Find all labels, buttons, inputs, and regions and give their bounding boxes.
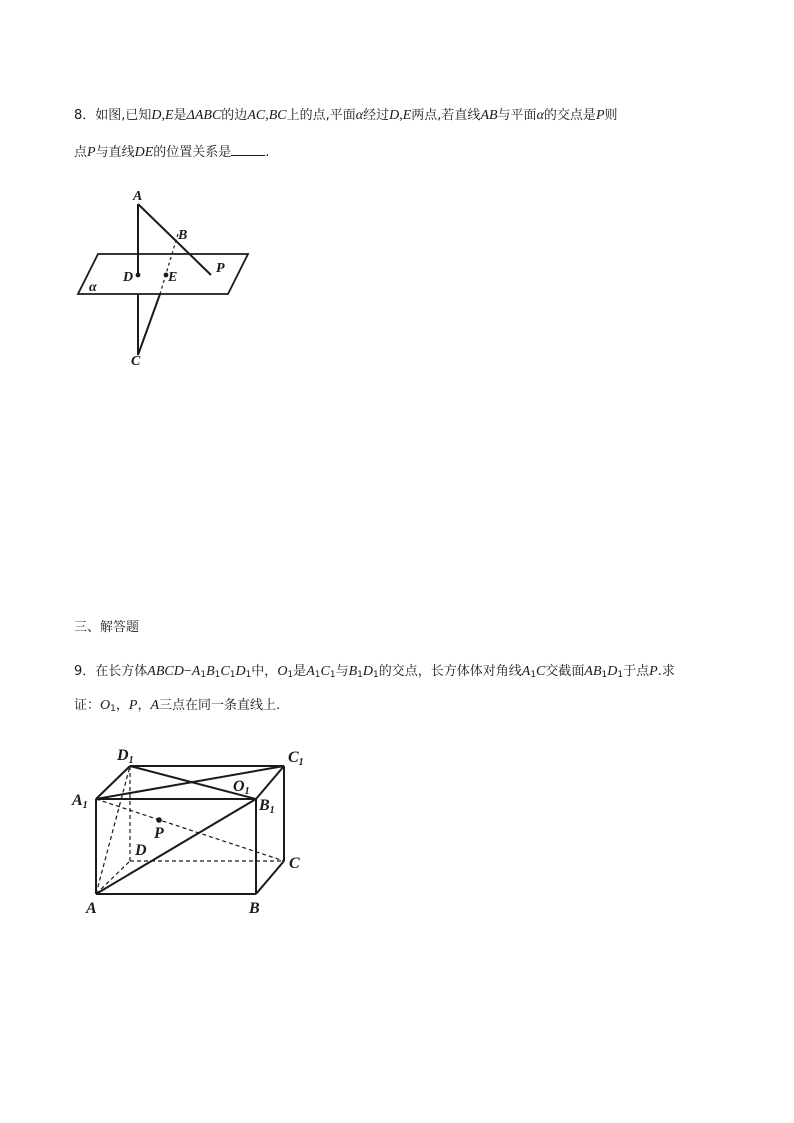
- q8-figure: [70, 185, 260, 375]
- subscript: 1: [357, 670, 363, 680]
- subscript: 1: [287, 670, 294, 680]
- math-O: O: [100, 698, 111, 713]
- q8-text: 两点,若直线: [411, 108, 481, 123]
- math-minus: −: [183, 664, 192, 679]
- q8-text: 的交点是: [543, 108, 596, 123]
- label-P: P: [154, 825, 164, 842]
- question-number: 9．: [74, 664, 96, 679]
- q9-text: 是: [293, 664, 307, 679]
- label-B: B: [249, 900, 260, 917]
- math-comma: ,: [161, 108, 166, 123]
- math-P: P: [128, 698, 138, 713]
- q8-line-2: [74, 143, 269, 163]
- q8-text: 与平面: [497, 108, 537, 123]
- subscript: 1: [617, 670, 624, 680]
- subscript: 1: [245, 670, 252, 680]
- math-O: O: [277, 664, 288, 679]
- segment-EC: [138, 294, 160, 355]
- math-AC: AC: [247, 108, 266, 123]
- math-alpha: α: [536, 108, 544, 123]
- q8-text: 经过: [363, 108, 390, 123]
- q9-line-2: [74, 696, 280, 719]
- math-triangle-ABC: ΔABC: [186, 108, 222, 123]
- segment-AP: [138, 204, 211, 275]
- hidden-line: [160, 234, 178, 294]
- math-D: D: [362, 664, 373, 679]
- q9-text: ，: [137, 698, 151, 713]
- math-AB: AB: [480, 108, 498, 123]
- math-E: E: [402, 108, 412, 123]
- math-B: B: [206, 664, 215, 679]
- edge-BC: [256, 861, 284, 894]
- q9-figure: [66, 738, 316, 920]
- subscript: 1: [530, 670, 537, 680]
- label-B: B: [178, 228, 188, 243]
- label-alpha: α: [89, 280, 97, 295]
- q8-text: .: [265, 145, 270, 160]
- q9-text: 的交点，长方体体对角线: [378, 664, 522, 679]
- subscript: 1: [214, 670, 221, 680]
- math-A: A: [191, 664, 201, 679]
- point-D: [136, 273, 141, 278]
- hidden-segment-AD1: [96, 766, 130, 894]
- math-DE: DE: [134, 145, 154, 160]
- q8-text: 如图,已知: [95, 108, 152, 123]
- label-E: E: [168, 270, 178, 285]
- q9-text: ，: [115, 698, 129, 713]
- point-P: [156, 817, 162, 823]
- q8-text: 点: [74, 145, 88, 160]
- subscript: 1: [200, 670, 207, 680]
- q8-text: 与直线: [95, 145, 135, 160]
- q9-text: 于点: [623, 664, 650, 679]
- math-C: C: [536, 664, 546, 679]
- q8-text: 是: [173, 108, 187, 123]
- math-AB: AB: [584, 664, 602, 679]
- q8-line-1: [74, 106, 618, 126]
- segment-AB1: [96, 799, 256, 894]
- math-A: A: [521, 664, 531, 679]
- math-ABCD: ABCD: [147, 664, 184, 679]
- subscript: 1: [373, 670, 379, 680]
- q9-text: 与: [335, 664, 349, 679]
- subscript: 1: [601, 670, 608, 680]
- label-D1: D1: [117, 747, 134, 766]
- math-P: P: [87, 145, 96, 160]
- q9-text: .求: [657, 664, 675, 679]
- math-D: D: [151, 108, 162, 123]
- math-A: A: [150, 698, 160, 713]
- label-O1: O1: [233, 778, 250, 797]
- q9-text: 在长方体: [95, 664, 148, 679]
- label-C: C: [289, 855, 300, 872]
- math-D: D: [607, 664, 618, 679]
- section-title: 三、解答题: [74, 620, 140, 635]
- question-number: 8．: [74, 108, 96, 123]
- label-D: D: [123, 270, 134, 285]
- label-A1: A1: [72, 792, 88, 811]
- label-C: C: [131, 354, 141, 369]
- math-C: C: [220, 664, 230, 679]
- math-E: E: [165, 108, 174, 123]
- math-BC: BC: [268, 108, 287, 123]
- q8-text: 的边: [221, 108, 248, 123]
- subscript: 1: [110, 704, 116, 714]
- math-B: B: [348, 664, 358, 679]
- q8-text: 的位置关系是: [153, 145, 232, 160]
- subscript: 1: [314, 670, 321, 680]
- math-P: P: [649, 664, 658, 679]
- label-P: P: [216, 261, 225, 276]
- math-D: D: [389, 108, 400, 123]
- q9-text: 交截面: [545, 664, 585, 679]
- q8-text: 则: [604, 108, 618, 123]
- q9-text: 三点在同一条直线上.: [159, 698, 281, 713]
- label-B1: B1: [259, 797, 275, 816]
- q9-text: 中，: [251, 664, 278, 679]
- math-D: D: [235, 664, 246, 679]
- math-alpha: α: [355, 108, 364, 123]
- label-A: A: [133, 189, 143, 204]
- q8-text: 上的点,平面: [286, 108, 356, 123]
- label-C1: C1: [288, 749, 304, 768]
- q9-text: 证：: [74, 698, 101, 713]
- q9-line-1: [74, 662, 675, 685]
- subscript: 1: [329, 670, 336, 680]
- answer-blank: [231, 143, 265, 156]
- subscript: 1: [229, 670, 236, 680]
- math-P: P: [595, 108, 605, 123]
- math-C: C: [320, 664, 330, 679]
- label-D: D: [135, 842, 147, 859]
- math-A: A: [306, 664, 315, 679]
- label-A: A: [86, 900, 97, 917]
- math-comma: ,: [399, 108, 403, 123]
- math-comma: ,: [265, 108, 269, 123]
